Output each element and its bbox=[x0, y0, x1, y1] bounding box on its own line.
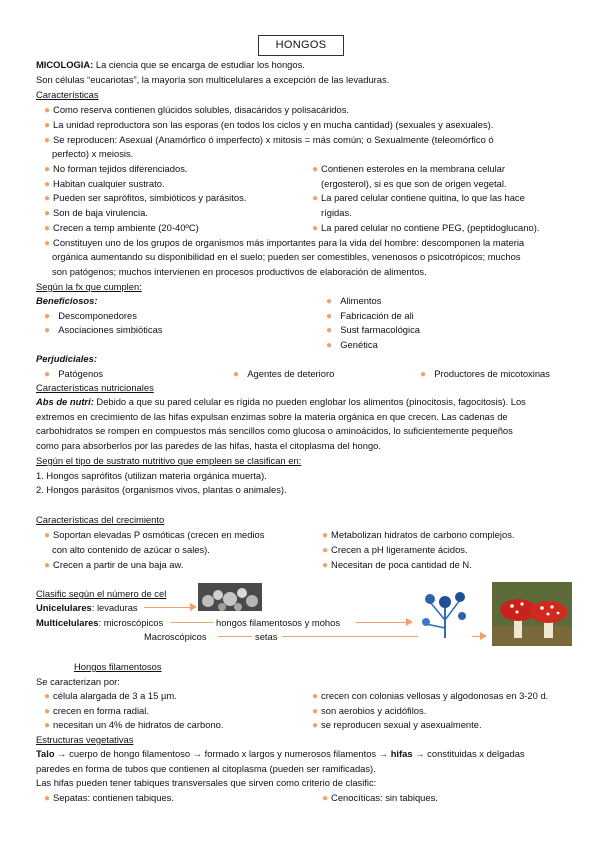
list-item bbox=[44, 118, 493, 133]
arrow-head-icon bbox=[406, 618, 413, 626]
list-item-cont: (ergosterol), si es que son de origen vegetal. bbox=[321, 178, 507, 189]
list-item bbox=[44, 718, 223, 733]
list-item bbox=[44, 323, 162, 338]
multi-label: Multicelulares bbox=[36, 617, 99, 628]
list-item bbox=[326, 338, 378, 353]
abs-label: Abs de nutri: bbox=[36, 396, 94, 407]
item-text: Genética bbox=[340, 339, 378, 350]
list-item bbox=[420, 367, 550, 382]
list-item bbox=[44, 558, 183, 573]
list-item bbox=[44, 221, 199, 236]
bullet-icon: ● bbox=[44, 530, 51, 541]
vegetativas-heading: Estructuras vegetativas bbox=[36, 734, 134, 745]
page-title: HONGOS bbox=[258, 35, 344, 56]
filamentosos-intro: Se caracterizan por: bbox=[36, 676, 120, 687]
mushroom-image bbox=[492, 582, 572, 646]
item-text: Agentes de deterioro bbox=[247, 368, 335, 379]
arrow-head-icon bbox=[190, 603, 197, 611]
item-text: Crecen a temp ambiente (20-40ºC) bbox=[53, 222, 199, 233]
item-text: Patógenos bbox=[58, 368, 104, 379]
item-text: Habitan cualquier sustrato. bbox=[53, 178, 165, 189]
beneficiosos-label: Beneficiosos: bbox=[36, 295, 98, 306]
bullet-icon: ● bbox=[44, 720, 51, 731]
yeast-illustration bbox=[198, 583, 262, 611]
item-text: necesitan un 4% de hidratos de carbono. bbox=[53, 719, 224, 730]
item-text: Crecen a pH ligeramente ácidos. bbox=[331, 544, 468, 555]
bullet-icon: ● bbox=[44, 164, 51, 175]
bullet-icon: ● bbox=[322, 545, 329, 556]
bullet-icon: ● bbox=[44, 208, 51, 219]
bullet-icon: ● bbox=[312, 691, 319, 702]
bullet-icon: ● bbox=[326, 311, 333, 322]
bullet-icon: ● bbox=[44, 179, 51, 190]
mould-illustration bbox=[418, 586, 472, 638]
item-text: Metabolizan hidratos de carbono complejos. bbox=[331, 529, 515, 540]
item-text: Se reproducen: Asexual (Anamórfico ó imperfecto) x mitosis = más común; o Sexualmente (teleomórfico ó bbox=[53, 134, 494, 145]
bullet-icon: ● bbox=[44, 369, 51, 380]
item-text: crecen en forma radial. bbox=[53, 705, 149, 716]
list-item bbox=[44, 791, 174, 806]
bullet-icon: ● bbox=[312, 193, 319, 204]
list-item-cont: con alto contenido de azúcar o sales). bbox=[52, 544, 210, 555]
list-item bbox=[44, 528, 264, 543]
item-text: Cenocíticas: sin tabiques. bbox=[331, 792, 438, 803]
paragraph-line: como para absorberlos por las paredes de las hifas, hasta el citoplasma del hongo. bbox=[36, 440, 381, 451]
bullet-icon: ● bbox=[44, 311, 51, 322]
item-text: Como reserva contienen glúcidos solubles, disacáridos y polisacáridos. bbox=[53, 104, 350, 115]
item-text: se reproducen sexual y asexualmente. bbox=[321, 719, 482, 730]
list-item bbox=[44, 162, 188, 177]
list-item bbox=[326, 309, 414, 324]
bullet-icon: ● bbox=[44, 105, 51, 116]
list-item bbox=[44, 191, 246, 206]
bullet-icon: ● bbox=[312, 706, 319, 717]
item-text: Sust farmacológica bbox=[340, 324, 420, 335]
list-item bbox=[322, 543, 468, 558]
item-text: Asociaciones simbióticas bbox=[58, 324, 163, 335]
item-text: La pared celular no contiene PEG, (peptidoglucano). bbox=[321, 222, 540, 233]
list-item bbox=[312, 689, 548, 704]
paragraph-line: carbohidratos se rompen en compuestos más sencillos como glucosa o aminoácidos, lo suficientemente pequeños bbox=[36, 425, 513, 436]
item-text: son aerobios y acidófilos. bbox=[321, 705, 427, 716]
paragraph-line: extremos en crecimiento de las hifas expulsan enzimas sobre la materia orgánica en que crecen. Las cadenas de bbox=[36, 411, 508, 422]
item-text: Contienen esteroles en la membrana celular bbox=[321, 163, 506, 174]
arrow-line bbox=[144, 607, 192, 608]
list-item bbox=[326, 323, 420, 338]
list-item bbox=[326, 294, 381, 309]
list-item bbox=[312, 221, 539, 236]
bullet-icon: ● bbox=[44, 325, 51, 336]
list-item-cont: perfecto) x meiosis. bbox=[52, 148, 134, 159]
item-text: Constituyen uno de los grupos de organismos más importantes para la vida del hombre: descomponen la materia bbox=[53, 237, 525, 248]
bullet-icon: ● bbox=[44, 706, 51, 717]
bullet-icon: ● bbox=[312, 164, 319, 175]
hifas-label: hifas bbox=[390, 748, 413, 759]
bullet-icon: ● bbox=[322, 530, 329, 541]
bullet-icon: ● bbox=[44, 238, 51, 249]
bullet-icon: ● bbox=[312, 223, 319, 234]
list-item bbox=[44, 133, 494, 148]
talo-text: → cuerpo de hongo filamentoso → formado x largos y numerosos filamentos → bbox=[54, 748, 391, 759]
bullet-icon: ● bbox=[312, 720, 319, 731]
list-item bbox=[312, 191, 525, 206]
caracteristicas-heading: Características bbox=[36, 89, 99, 100]
micologia-line bbox=[36, 58, 305, 72]
bullet-icon: ● bbox=[326, 325, 333, 336]
item-text: Alimentos bbox=[340, 295, 382, 306]
yeast-image bbox=[198, 583, 262, 611]
mushroom-illustration bbox=[492, 582, 572, 646]
sustrato-item: 2. Hongos parásitos (organismos vivos, plantas o animales). bbox=[36, 484, 287, 495]
item-text: La unidad reproductora son las esporas (en todos los ciclos y en mucha cantidad) (sexuales y asexuales). bbox=[53, 119, 494, 130]
bullet-icon: ● bbox=[326, 340, 333, 351]
uni-text: : levaduras bbox=[91, 602, 138, 613]
item-text: No forman tejidos diferenciados. bbox=[53, 163, 188, 174]
bullet-icon: ● bbox=[44, 135, 51, 146]
item-text: Son de baja virulencia. bbox=[53, 207, 148, 218]
setas-label: setas bbox=[255, 631, 278, 642]
arrow-line bbox=[356, 622, 408, 623]
list-item bbox=[322, 528, 515, 543]
talo-line bbox=[36, 747, 525, 761]
multicelulares-line bbox=[36, 616, 163, 630]
item-text: Pueden ser saprófitos, simbióticos y parásitos. bbox=[53, 192, 247, 203]
item-text: Descomponedores bbox=[58, 310, 137, 321]
arrow-line bbox=[218, 636, 252, 637]
list-item bbox=[44, 103, 349, 118]
item-text: Crecen a partir de una baja aw. bbox=[53, 559, 184, 570]
list-item bbox=[44, 689, 177, 704]
micologia-text: La ciencia que se encarga de estudiar los hongos. bbox=[93, 59, 305, 70]
item-text: La pared celular contiene quitina, lo que las hace bbox=[321, 192, 525, 203]
uni-label: Unicelulares bbox=[36, 602, 92, 613]
talo-text-2: → constituidas x delgadas bbox=[412, 748, 525, 759]
arrow-head-icon bbox=[480, 632, 487, 640]
list-item bbox=[312, 704, 426, 719]
list-item bbox=[44, 206, 148, 221]
bullet-icon: ● bbox=[326, 296, 333, 307]
list-item bbox=[312, 162, 505, 177]
list-item-cont: rígidas. bbox=[321, 207, 352, 218]
multi-text: : microscópicos bbox=[98, 617, 164, 628]
nutricionales-heading: Características nutricionales bbox=[36, 382, 154, 393]
list-item bbox=[44, 367, 103, 382]
perjudiciales-label: Perjudiciales: bbox=[36, 353, 97, 364]
bullet-icon: ● bbox=[44, 560, 51, 571]
segun-fx-heading: Según la fx que cumplen: bbox=[36, 281, 142, 292]
arrow-line bbox=[170, 622, 214, 623]
list-item bbox=[322, 558, 472, 573]
bullet-icon: ● bbox=[322, 793, 329, 804]
list-item-cont: orgánica aumentando su disponibilidad en el suelo; pueden ser comestibles, venenosos o psicotrópicos; muchos bbox=[52, 251, 521, 262]
list-item bbox=[44, 236, 524, 251]
macroscopicos-label: Macroscópicos bbox=[144, 631, 207, 642]
talo-label: Talo bbox=[36, 748, 55, 759]
list-item bbox=[233, 367, 334, 382]
bullet-icon: ● bbox=[322, 560, 329, 571]
bullet-icon: ● bbox=[44, 223, 51, 234]
list-item bbox=[44, 309, 137, 324]
list-item bbox=[44, 704, 149, 719]
bullet-icon: ● bbox=[44, 120, 51, 131]
paragraph-line: paredes en forma de tubos que contienen al citoplasma (pueden ser ramificadas). bbox=[36, 763, 376, 774]
item-text: célula alargada de 3 a 15 µm. bbox=[53, 690, 177, 701]
bullet-icon: ● bbox=[44, 691, 51, 702]
crecimiento-heading: Características del crecimiento bbox=[36, 514, 165, 525]
micologia-label: MICOLOGIA: bbox=[36, 59, 94, 70]
item-text: Necesitan de poca cantidad de N. bbox=[331, 559, 472, 570]
paragraph-line: Las hifas pueden tener tabiques transversales que sirven como criterio de clasific: bbox=[36, 777, 377, 788]
sustrato-heading: Según el tipo de sustrato nutritivo que empleen se clasifican en: bbox=[36, 455, 302, 466]
item-text: Sepatas: contienen tabiques. bbox=[53, 792, 174, 803]
bullet-icon: ● bbox=[44, 793, 51, 804]
abs-text: Debido a que su pared celular es rígida no pueden englobar los alimentos (pinocitosis, fagocitosis). Los bbox=[93, 396, 526, 407]
list-item bbox=[322, 791, 438, 806]
item-text: Soportan elevadas P osmóticas (crecen en medios bbox=[53, 529, 265, 540]
bullet-icon: ● bbox=[44, 193, 51, 204]
list-item bbox=[312, 718, 482, 733]
filamentosos-heading: Hongos filamentosos bbox=[74, 661, 162, 672]
item-text: Fabricación de ali bbox=[340, 310, 414, 321]
sustrato-item: 1. Hongos saprófitos (utilizan materia orgánica muerta). bbox=[36, 470, 267, 481]
abs-line bbox=[36, 395, 526, 409]
mould-image bbox=[418, 586, 472, 638]
list-item bbox=[44, 177, 165, 192]
hongos-filamentosos-label: hongos filamentosos y mohos bbox=[216, 617, 341, 628]
intro-line: Son células “eucariotas”, la mayoría son multicelulares a excepción de las levaduras. bbox=[36, 74, 390, 85]
item-text: Productores de micotoxinas bbox=[434, 368, 550, 379]
list-item-cont: son patógenos; muchos intervienen en procesos productivos de elaboración de alimentos. bbox=[52, 266, 427, 277]
bullet-icon: ● bbox=[233, 369, 240, 380]
bullet-icon: ● bbox=[420, 369, 427, 380]
clasific-heading: Clasific según el número de cel bbox=[36, 588, 167, 599]
unicelulares-line bbox=[36, 601, 138, 615]
item-text: crecen con colonias vellosas y algodonosas en 3-20 d. bbox=[321, 690, 549, 701]
